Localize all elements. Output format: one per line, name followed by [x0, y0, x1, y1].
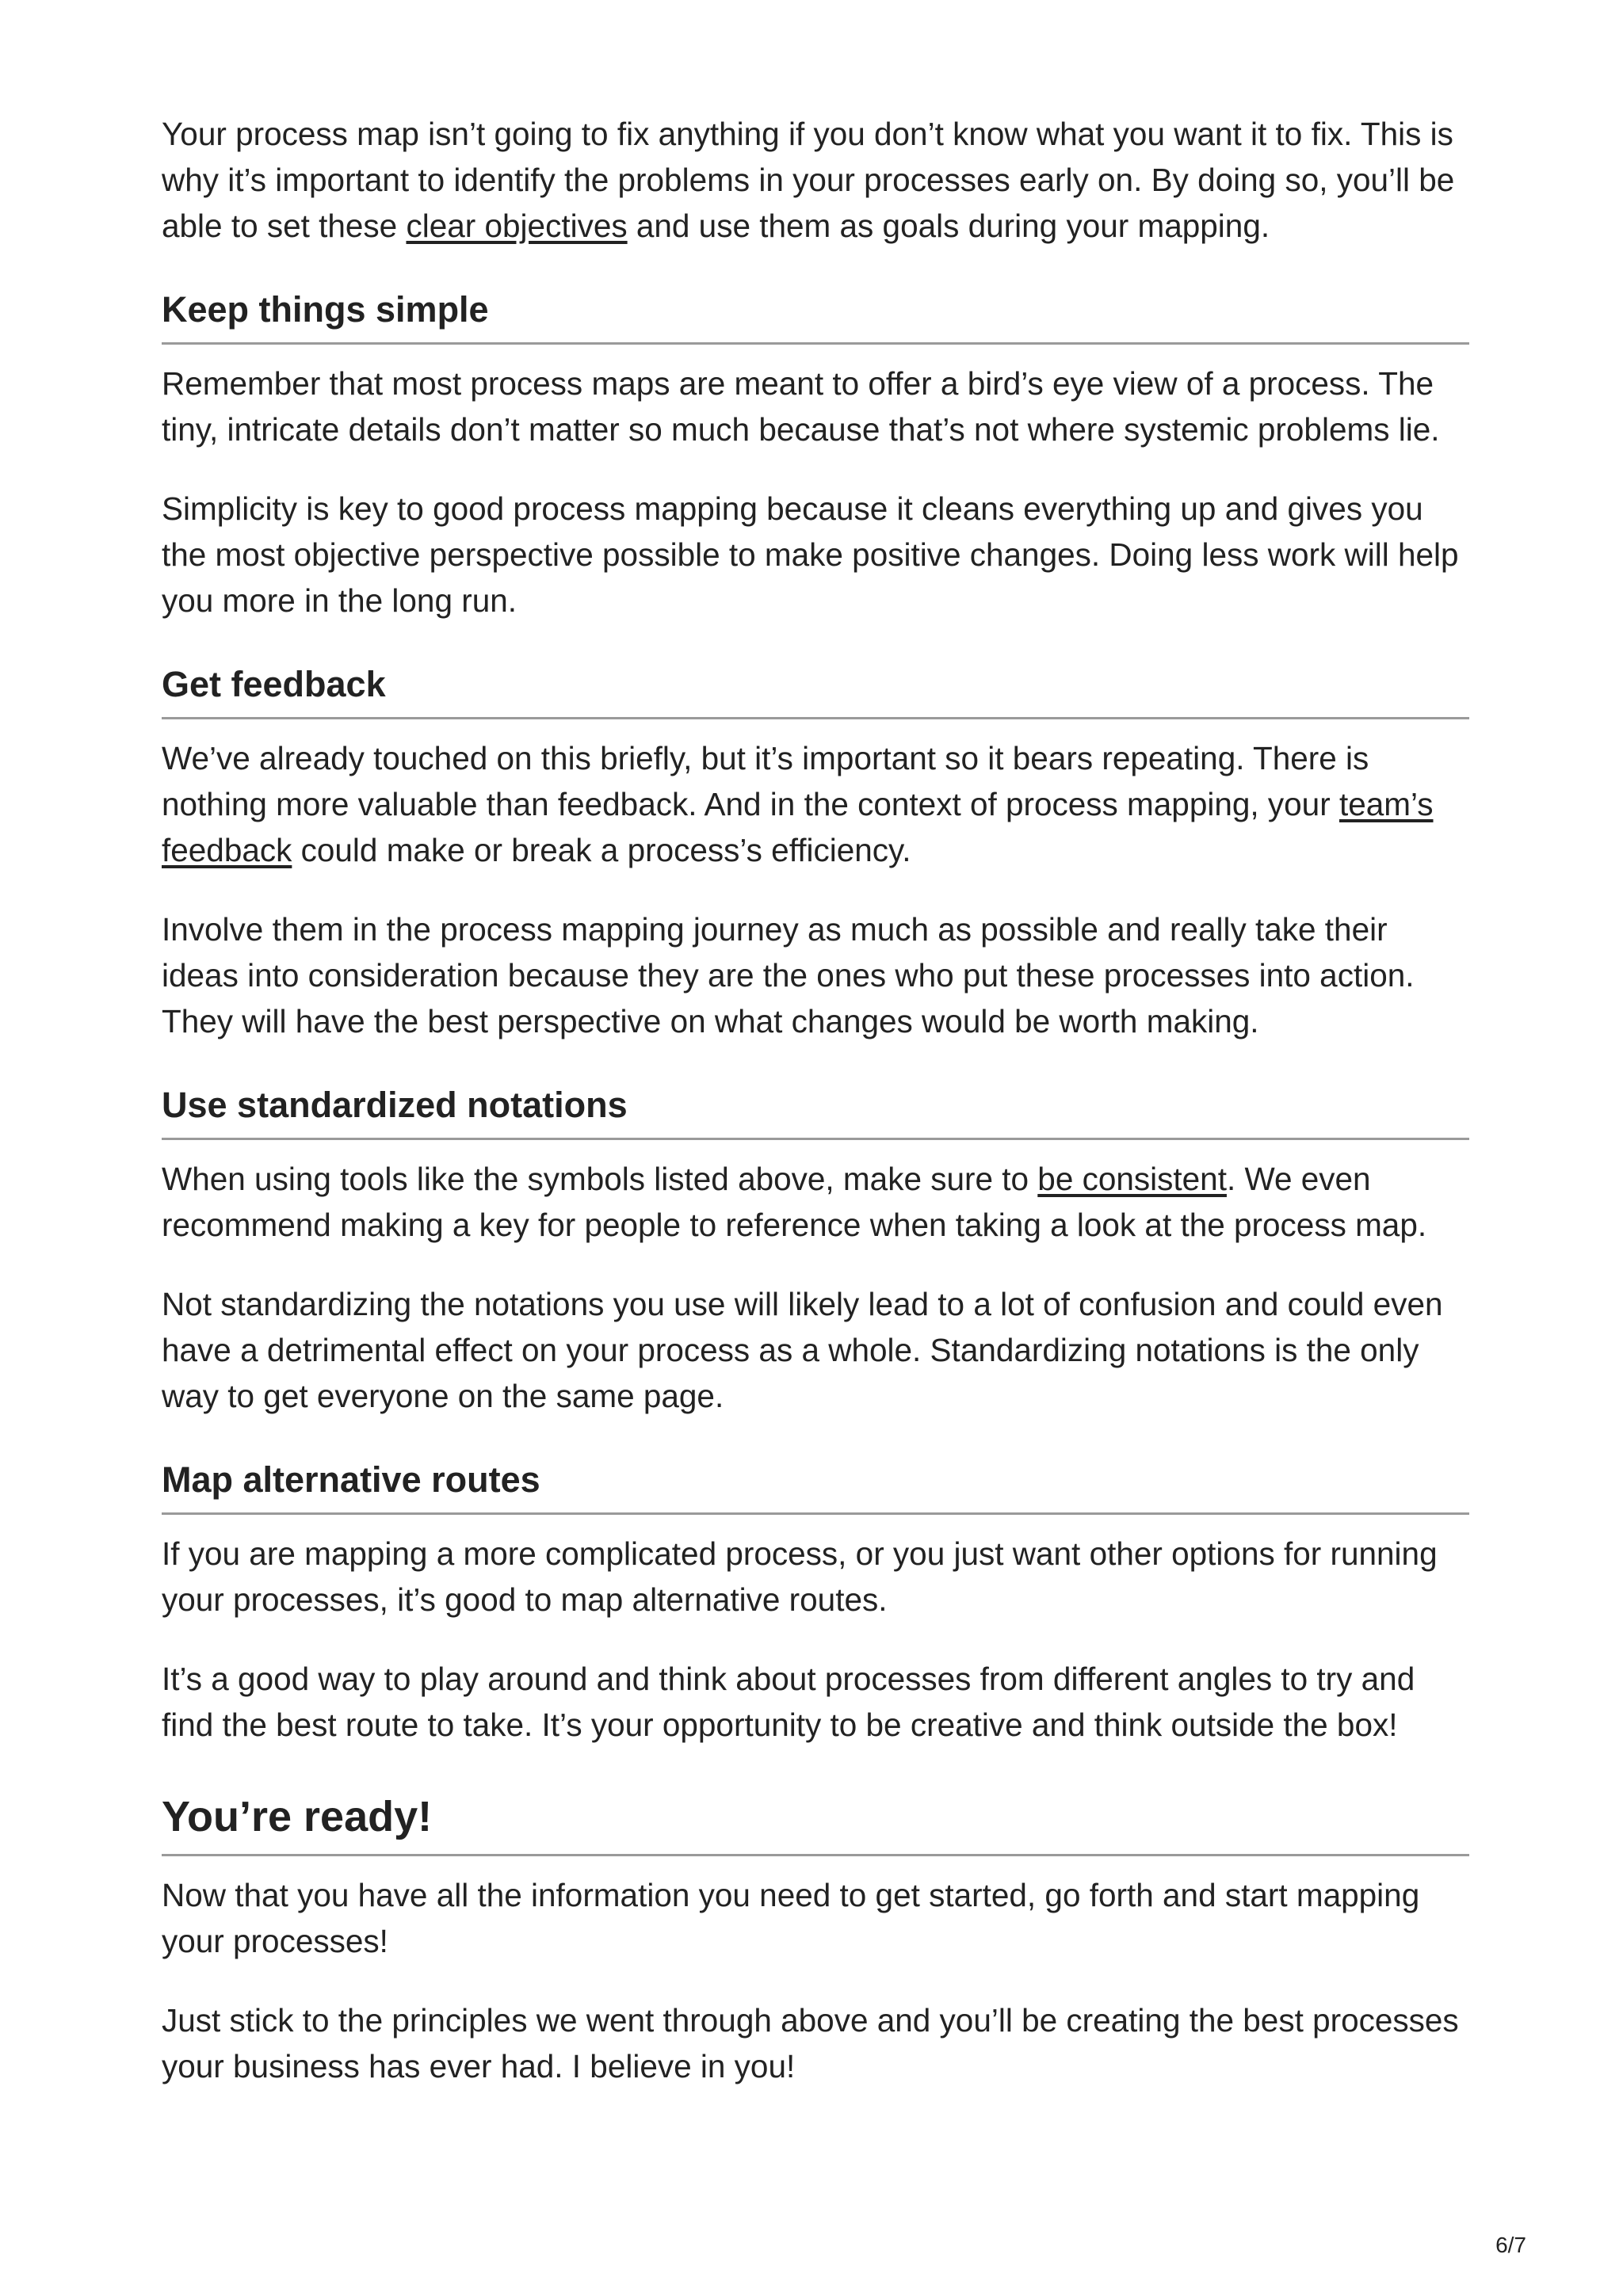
teams-feedback-link[interactable]: team’s feedback — [162, 786, 1434, 868]
intro-text: Your process map isn’t going to fix anything if you don’t know what you want it to fix. This is why it’s important to identify the problems in your processes early on. By doing so, you’ll be able to set these — [162, 116, 1455, 244]
be-consistent-link[interactable]: be consistent — [1037, 1161, 1227, 1197]
intro-paragraph — [162, 111, 1469, 249]
article-body — [162, 111, 1469, 2089]
paragraph-text-end: . We even recommend making a key for people to reference when taking a look at the process map. — [162, 1161, 1427, 1243]
section-heading-youre-ready: You’re ready! — [162, 1789, 1469, 1856]
section-paragraph: Simplicity is key to good process mapping because it cleans everything up and gives you the most objective perspective possible to make positive changes. Doing less work will help you more in the long run. — [162, 490, 1459, 619]
section-heading-keep-things-simple: Keep things simple — [162, 287, 1469, 345]
paragraph-text-end: could make or break a process’s efficiency. — [292, 832, 911, 868]
section-paragraph — [162, 735, 1469, 873]
section-paragraph: If you are mapping a more complicated process, or you just want other options for running your processes, it’s good to map alternative routes. — [162, 1535, 1438, 1618]
section-paragraph: It’s a good way to play around and think about processes from different angles to try and find the best route to take. It’s your opportunity to be creative and think outside the box! — [162, 1661, 1415, 1743]
section-paragraph: Remember that most process maps are meant to offer a bird’s eye view of a process. The tiny, intricate details don’t matter so much because that’s not where systemic problems lie. — [162, 365, 1440, 448]
clear-objectives-link[interactable]: clear objectives — [406, 208, 628, 244]
closing-paragraph: Just stick to the principles we went through above and you’ll be creating the best processes your business has ever had. I believe in you! — [162, 2002, 1459, 2084]
paragraph-text: We’ve already touched on this briefly, but it’s important so it bears repeating. There is nothing more valuable than feedback. And in the context of process mapping, your — [162, 740, 1369, 822]
section-heading-get-feedback: Get feedback — [162, 662, 1469, 719]
section-paragraph: Involve them in the process mapping journey as much as possible and really take their ideas into consideration because they are the ones who put these processes into action. They will have the best perspective on what changes would be worth making. — [162, 911, 1415, 1039]
section-paragraph: Not standardizing the notations you use will likely lead to a lot of confusion and could even have a detrimental effect on your process as a whole. Standardizing notations is the only way to get everyone on the same page. — [162, 1286, 1443, 1414]
page-number: 6/7 — [1495, 2233, 1526, 2257]
paragraph-text: When using tools like the symbols listed above, make sure to — [162, 1161, 1038, 1197]
section-heading-map-alternative-routes: Map alternative routes — [162, 1457, 1469, 1515]
section-paragraph — [162, 1156, 1469, 1248]
closing-paragraph: Now that you have all the information you need to get started, go forth and start mapping your processes! — [162, 1877, 1420, 1959]
intro-text-end: and use them as goals during your mapping. — [627, 208, 1270, 244]
section-heading-use-standardized-notations: Use standardized notations — [162, 1082, 1469, 1140]
